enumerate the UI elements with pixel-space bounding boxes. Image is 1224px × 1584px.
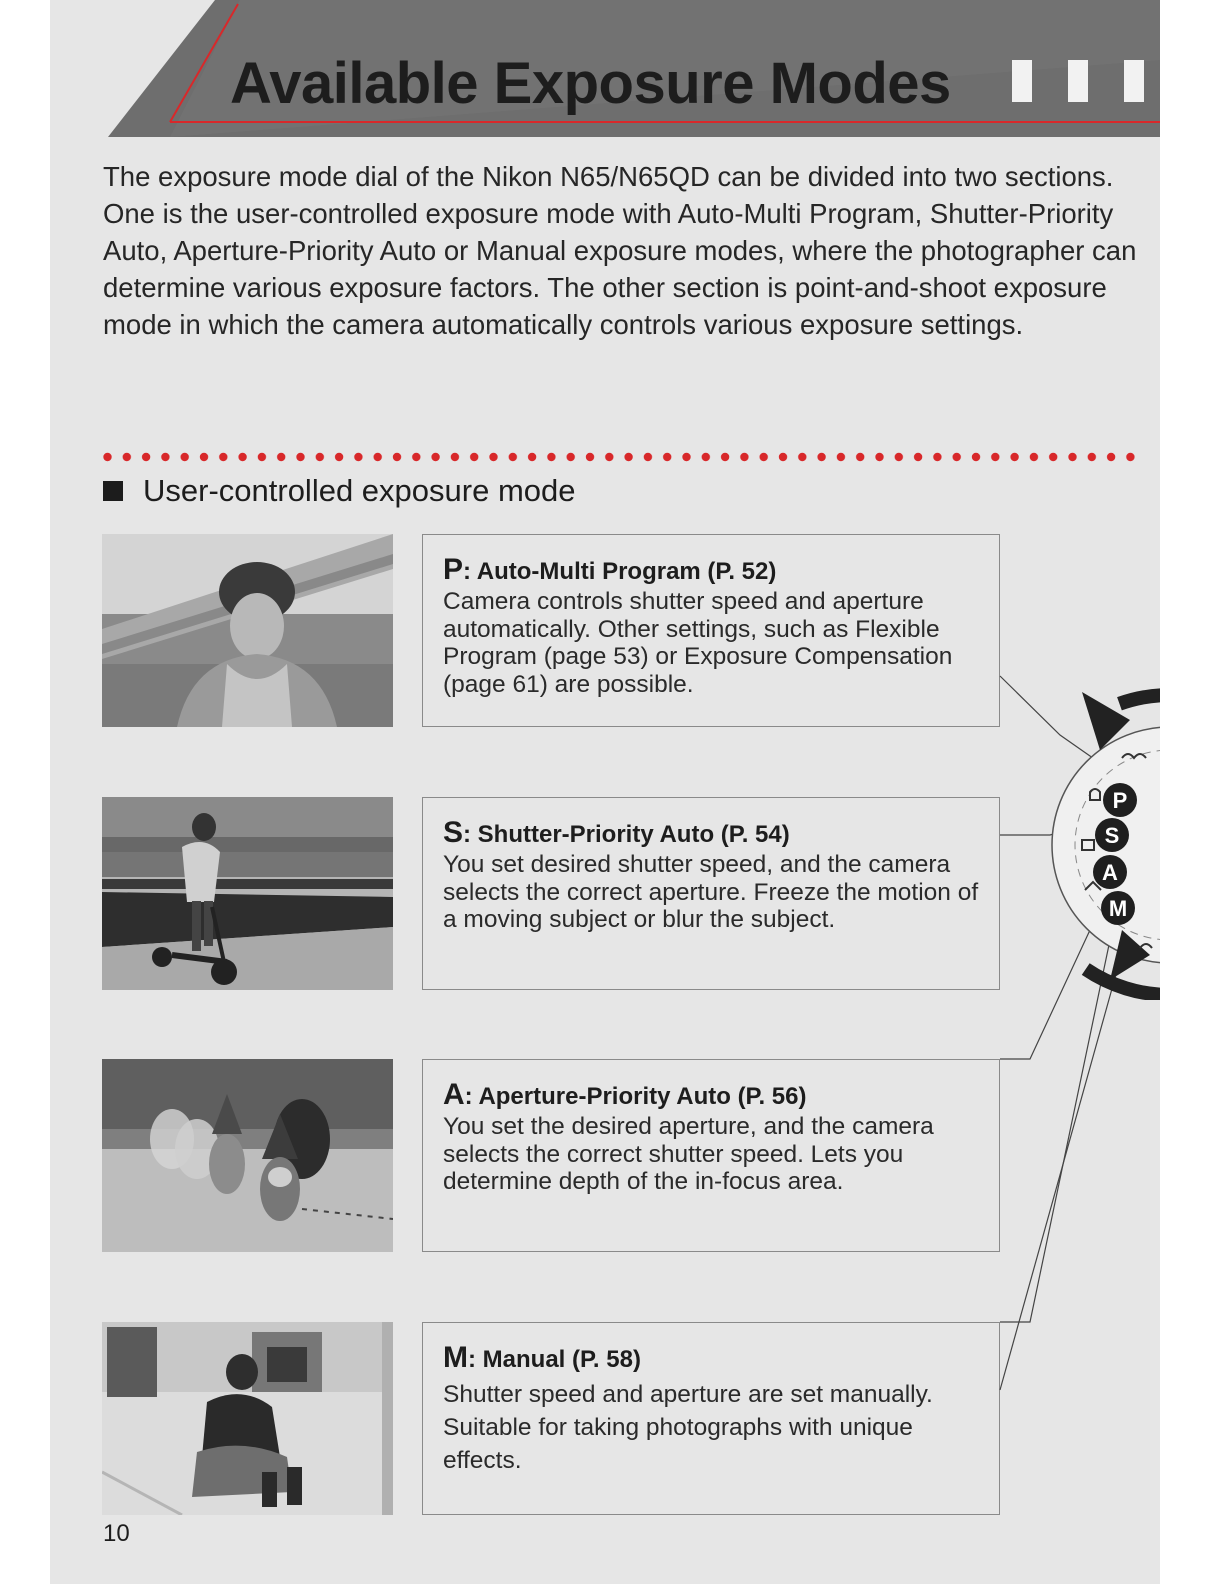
mode-dial bbox=[990, 680, 1160, 1000]
intro-paragraph: The exposure mode dial of the Nikon N65/N65QD can be divided into two sections. One is the user-controlled exposure mode with Auto-Multi Program, Shutter-Priority Auto, Aperture-Priority Auto or Manual exposure modes, where the photographer can determine various exposure factors. The other section is point-and-shoot exposure mode in which the camera automatically controls various exposure settings. bbox=[103, 161, 1137, 340]
mode-title-p: : Auto-Multi Program (P. 52) bbox=[463, 558, 777, 585]
mode-description-p: Camera controls shutter speed and aperture automatically. Other settings, such as Flexible Program (page 53) or Exposure Compensation (page 61) are possible. bbox=[443, 588, 953, 698]
mode-description-a: You set the desired aperture, and the camera selects the correct shutter speed. Lets you determine depth of the in-focus area. bbox=[443, 1113, 934, 1195]
mode-description-s: You set desired shutter speed, and the camera selects the correct aperture. Freeze the motion of a moving subject or blur the subject. bbox=[443, 851, 979, 933]
mode-letter-s: S bbox=[443, 816, 464, 849]
mode-letter-p: P bbox=[443, 553, 464, 586]
page-title: Available Exposure Modes bbox=[230, 51, 951, 116]
dial-letter-m: M bbox=[1108, 896, 1128, 921]
manual-page bbox=[50, 0, 1160, 1584]
mode-title-s: : Shutter-Priority Auto (P. 54) bbox=[463, 821, 790, 848]
mode-letter-m: M bbox=[443, 1341, 468, 1374]
mode-title-a: : Aperture-Priority Auto (P. 56) bbox=[464, 1083, 807, 1110]
dial-letter-p: P bbox=[1112, 788, 1128, 813]
dial-letter-s: S bbox=[1104, 823, 1120, 848]
dial-letter-a: A bbox=[1102, 860, 1118, 885]
page-number: 10 bbox=[103, 1520, 130, 1547]
mode-letter-a: A bbox=[443, 1078, 465, 1111]
section-title: User-controlled exposure mode bbox=[143, 473, 576, 508]
mode-title-m: : Manual (P. 58) bbox=[468, 1346, 641, 1373]
mode-description-m: Shutter speed and aperture are set manually. Suitable for taking photographs with unique effects. bbox=[443, 1381, 933, 1474]
